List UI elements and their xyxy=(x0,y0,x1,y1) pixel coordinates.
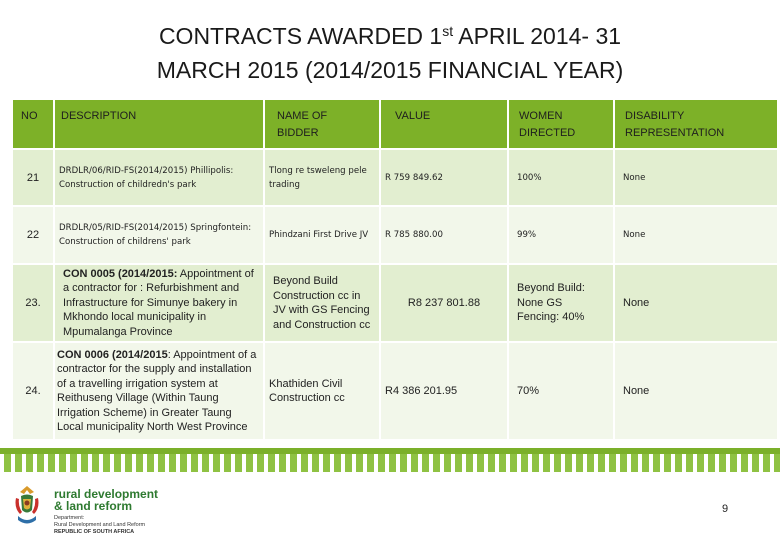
logo-department: Department: Rural Development and Land Reform xyxy=(54,515,146,528)
row-women-directed: Beyond Build: None GS Fencing: 40% xyxy=(509,265,615,343)
row-value: R 759 849.62 xyxy=(381,150,509,207)
row-bidder: Phindzani First Drive JV xyxy=(265,207,381,265)
table-row xyxy=(13,265,779,343)
row-bidder: Tlong re tsweleng pele trading xyxy=(265,150,381,207)
row-description: CON 0006 (2014/2015: Appointment of a contractor for the supply and installation of a travelling irrigation system at Reithuseng Village (Within Taung Irrigation Scheme) in Greater Taung Local municipality North West Province xyxy=(55,343,265,441)
row-women-directed: 100% xyxy=(509,150,615,207)
row-no: 23. xyxy=(13,265,55,343)
header-value: VALUE xyxy=(381,100,509,150)
row-bidder: Khathiden Civil Construction cc xyxy=(265,343,381,441)
row-no: 21 xyxy=(13,150,55,207)
table-row xyxy=(13,207,779,265)
header-women-directed: WOMEN DIRECTED xyxy=(509,100,615,150)
header-bidder: NAME OF BIDDER xyxy=(265,100,381,150)
header-no: NO xyxy=(13,100,55,150)
row-disability: None xyxy=(615,150,779,207)
contracts-table xyxy=(13,100,779,441)
logo-country: REPUBLIC OF SOUTH AFRICA xyxy=(54,529,135,535)
page-title xyxy=(60,14,720,87)
row-value: R8 237 801.88 xyxy=(381,265,509,343)
page-number: 9 xyxy=(722,503,729,515)
table-row xyxy=(13,343,779,441)
row-no: 24. xyxy=(13,343,55,441)
row-value: R4 386 201.95 xyxy=(381,343,509,441)
row-description: DRDLR/06/RID-FS(2014/2015) Phillipolis: Construction of childredn's park xyxy=(55,150,265,207)
coat-of-arms-icon xyxy=(12,484,42,528)
table-header-row xyxy=(13,100,779,150)
row-bidder: Beyond Build Construction cc in JV with GS Fencing and Construction cc xyxy=(265,265,381,343)
header-disability: DISABILITY REPRESENTATION xyxy=(615,100,779,150)
decorative-green-bar xyxy=(0,448,780,454)
title-line-2: MARCH 2015 (2014/2015 FINANCIAL YEAR) xyxy=(156,57,624,83)
row-no: 22 xyxy=(13,207,55,265)
logo-title-line-2: & land reform xyxy=(54,499,133,513)
row-disability: None xyxy=(615,265,779,343)
row-disability: None xyxy=(615,343,779,441)
row-description: DRDLR/05/RID-FS(2014/2015) Springfontein: Construction of childrens' park xyxy=(55,207,265,265)
header-description: DESCRIPTION xyxy=(55,100,265,150)
row-value: R 785 880.00 xyxy=(381,207,509,265)
logo-text xyxy=(54,488,158,536)
row-description: CON 0005 (2014/2015: Appointment of a contractor for : Refurbishment and Infrastructure for Simunye bakery in Mkhondo local municipality in Mpumalanga Province xyxy=(55,265,265,343)
table-row xyxy=(13,150,779,207)
title-line-1: CONTRACTS AWARDED 1st APRIL 2014- 31 xyxy=(158,23,622,49)
row-women-directed: 99% xyxy=(509,207,615,265)
row-disability: None xyxy=(615,207,779,265)
row-women-directed: 70% xyxy=(509,343,615,441)
logo-title-line-1: rural development xyxy=(54,487,159,501)
